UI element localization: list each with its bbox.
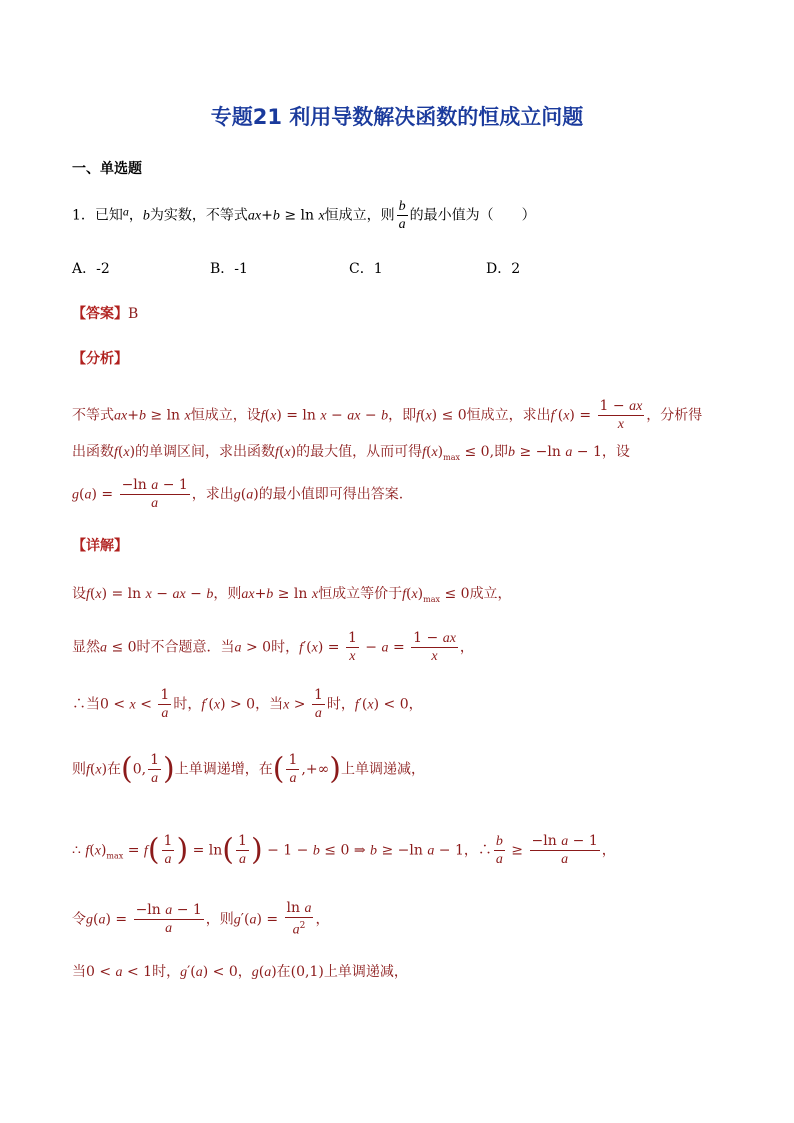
detail-line-5: ∴ $f(x)_{max} = f$( $\frac{1}{a}$ ) = ln( $\frac{1}{a}$ ) − 1 − b ≤ 0 ⇒ b ≥ −ln a − 1，∴ $\frac{b}{a}$ ≥ $\frac{\text{−ln a − 1}}{a}$ ， (72, 832, 616, 868)
option-d: D．2 (486, 261, 521, 277)
detail-line-3: ∴当0 < x < $\frac{1}{a}$ 时，f′(x) > 0，当x > $\frac{1}{a}$ 时，f′(x) < 0， (72, 687, 423, 721)
detail-line-7: 当0 < a < 1时，g′(a) < 0，g(a)在(0,1)上单调递减， (72, 964, 408, 980)
detail-label: 【详解】 (72, 538, 128, 554)
question-1: 1．已知a，b为实数，不等式ax+b ≥ ln x恒成立，则 $\frac{b}{a}$ 的最小值为（ ） (72, 199, 536, 232)
answer-label: 【答案】 (72, 306, 128, 322)
detail-line-6: 令g(a) = $\frac{\text{−ln a − 1}}{a}$ ，则g′(a) = $\frac{\text{ln a}}{a^2}$ ， (72, 900, 330, 938)
analysis-line-1: 不等式ax+b ≥ ln x恒成立，设f(x) = ln x − ax − b，即f(x) ≤ 0恒成立，求出f′(x) = $\frac{1 - ax}{x}$ ，分析得 (72, 398, 703, 432)
detail-line-4: 则f(x)在(0, $\frac{1}{a}$ )上单调递增，在( $\frac{1}{a}$ ,+∞)上单调递减， (72, 751, 425, 787)
option-a: A．-2 (72, 261, 110, 277)
answer-value: B (128, 306, 139, 322)
detail-line-2: 显然a ≤ 0时不合题意．当a > 0时，f′(x) = $\frac{1}{x}$ − a = $\frac{1 - ax}{x}$ ， (72, 630, 474, 664)
answer-line (72, 303, 138, 325)
page-title: 专题21 利用导数解决函数的恒成立问题 (210, 105, 584, 129)
detail-line-1: 设f(x) = ln x − ax − b，则ax+b ≥ ln x恒成立等价于$f(x)_{max} \le 0$成立， (72, 586, 512, 604)
analysis-label: 【分析】 (72, 351, 128, 367)
question-number: 1． (72, 207, 95, 224)
section-heading: 一、单选题 (72, 161, 142, 177)
option-b: B．-1 (210, 261, 248, 277)
analysis-line-2: 出函数f(x)的单调区间，求出函数f(x)的最大值，从而可得$f(x)_{max} \le 0$,即b ≥ −ln a − 1，设 (72, 444, 630, 462)
analysis-line-3: g(a) = $\frac{\text{−ln a − 1}}{a}$ ，求出g(a)的最小值即可得出答案. (72, 477, 404, 511)
option-c: C．1 (349, 261, 383, 277)
